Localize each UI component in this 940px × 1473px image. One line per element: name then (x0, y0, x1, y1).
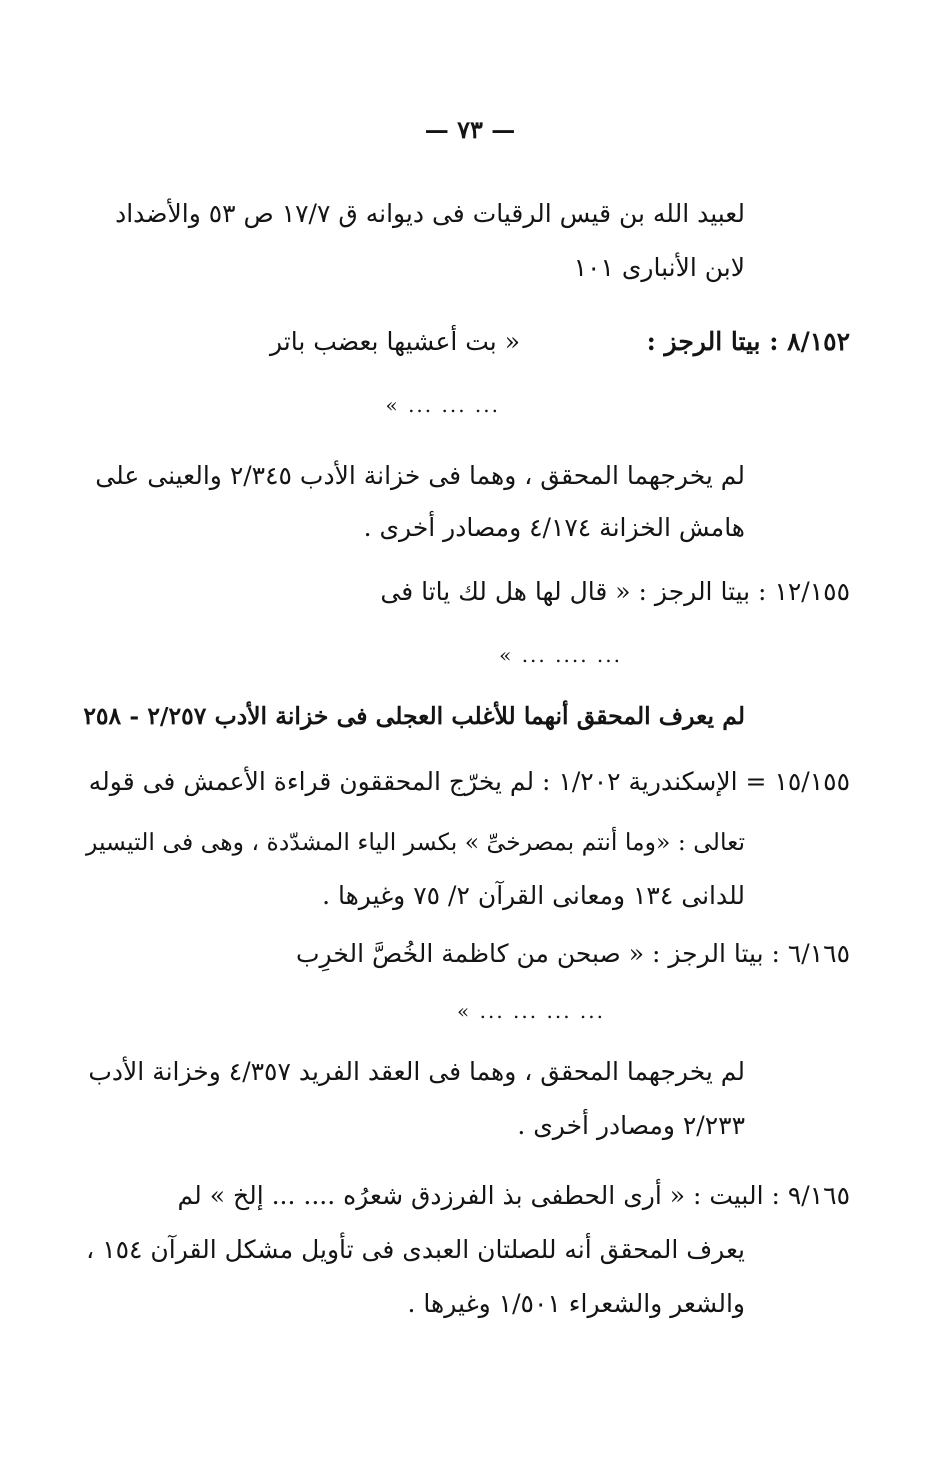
text-line: لابن الأنبارى ١٠١ (573, 253, 745, 282)
text-line: والشعر والشعراء ١/٥٠١ وغيرها . (407, 1289, 745, 1318)
verse-line: « بت أعشيها بعضب باتر (269, 327, 520, 356)
text-line: هامش الخزانة ٤/١٧٤ ومصادر أخرى . (363, 513, 745, 542)
entry-line: ٦/١٦٥ : بيتا الرجز : « صبحن من كاظمة الخُصَّ الخرِب (295, 939, 850, 968)
text-line: لم يخرجهما المحقق ، وهما فى خزانة الأدب ٢/٣٤٥ والعينى على (95, 461, 745, 490)
verse-ellipsis: ... ... ... » (385, 393, 500, 417)
entry-line: ١٢/١٥٥ : بيتا الرجز : « قال لها هل لك ياتا فى (380, 577, 850, 606)
text-line: يعرف المحقق أنه للصلتان العبدى فى تأويل مشكل القرآن ١٥٤ ، (86, 1235, 745, 1264)
verse-ellipsis: ... ... ... ... » (457, 999, 605, 1023)
text-line: ٢/٢٣٣ ومصادر أخرى . (517, 1111, 745, 1140)
entry-reference: ٨/١٥٢ : بيتا الرجز : (646, 327, 850, 356)
text-line: للدانى ١٣٤ ومعانى القرآن ٢/ ٧٥ وغيرها . (322, 881, 745, 910)
text-line: لعبيد الله بن قيس الرقيات فى ديوانه ق ١٧/٧ ص ٥٣ والأضداد (115, 199, 745, 228)
text-line: تعالى : «وما أنتم بمصرخىِّ » بكسر الياء المشدّدة ، وهى فى التيسير (86, 828, 745, 856)
text-line: لم يخرجهما المحقق ، وهما فى العقد الفريد ٤/٣٥٧ وخزانة الأدب (88, 1057, 745, 1086)
text-line: لم يعرف المحقق أنهما للأغلب العجلى فى خزانة الأدب ٢/٢٥٧ - ٢٥٨ (83, 702, 745, 730)
verse-ellipsis: ... .... ... » (499, 643, 622, 667)
entry-line: ١٥/١٥٥ = الإسكندرية ١/٢٠٢ : لم يخرّج المحققون قراءة الأعمش فى قوله (88, 767, 850, 796)
page-number: — ٧٣ — (424, 115, 516, 144)
entry-line: ٩/١٦٥ : البيت : « أرى الحطفى بذ الفرزدق شعرُه .... ... إلخ » لم (177, 1181, 850, 1210)
